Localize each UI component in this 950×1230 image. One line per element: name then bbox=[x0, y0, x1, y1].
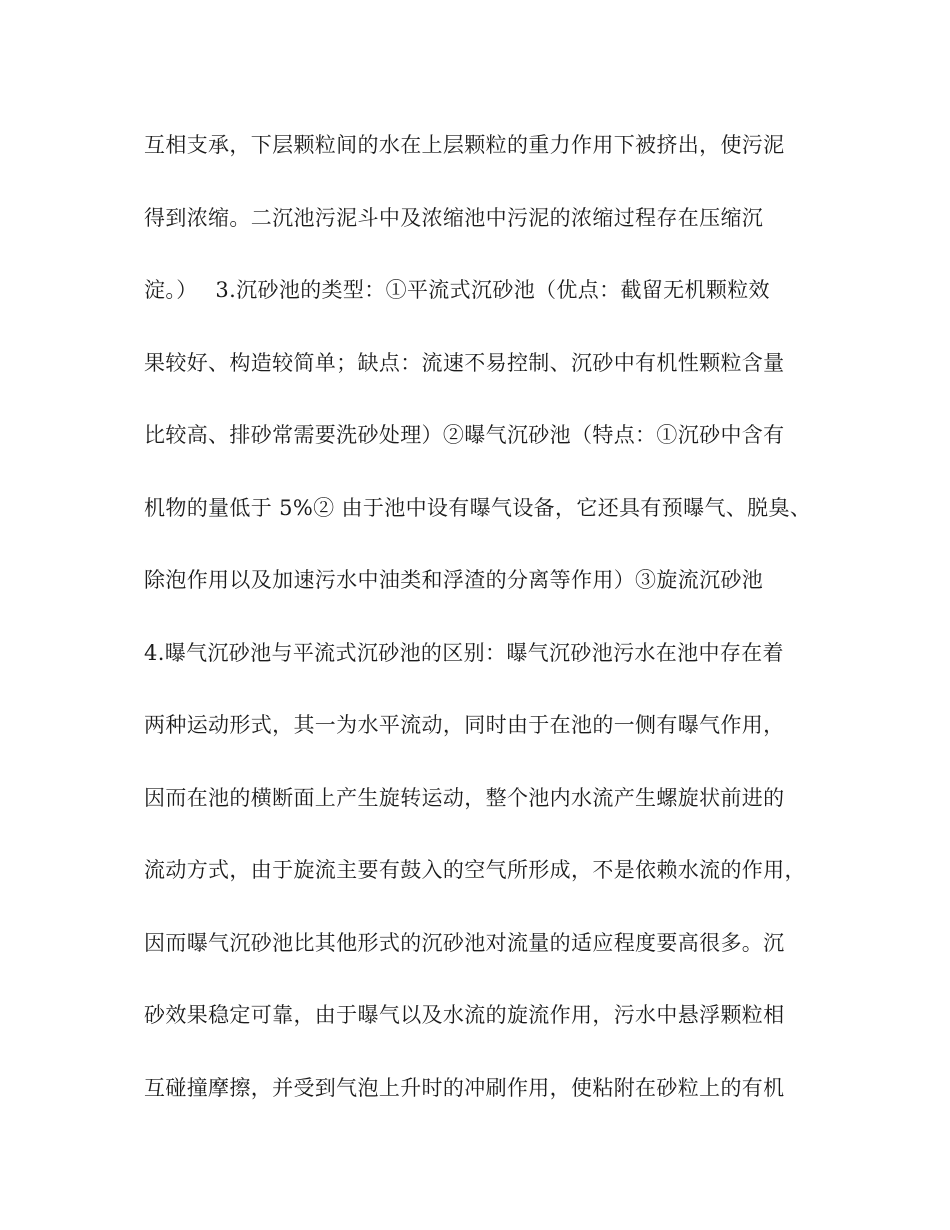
text-line: 淀。） 3.沉砂池的类型：①平流式沉砂池（优点：截留无机颗粒效 bbox=[144, 278, 770, 302]
text-line: 流动方式，由于旋流主要有鼓入的空气所形成，不是依赖水流的作用， bbox=[144, 858, 806, 882]
text-line: 互相支承，下层颗粒间的水在上层颗粒的重力作用下被挤出，使污泥 bbox=[144, 133, 785, 157]
text-line: 得到浓缩。二沉池污泥斗中及浓缩池中污泥的浓缩过程存在压缩沉 bbox=[144, 205, 764, 230]
text-line: 果较好、构造较简单；缺点：流速不易控制、沉砂中有机性颗粒含量 bbox=[144, 350, 785, 375]
body-text bbox=[144, 123, 814, 1138]
text-line: 机物的量低于 5%② 由于池中设有曝气设备，它还具有预曝气、脱臭、 bbox=[144, 495, 812, 520]
text-line: 互碰撞摩擦，并受到气泡上升时的冲刷作用，使粘附在砂粒上的有机 bbox=[144, 1075, 785, 1100]
text-line: 砂效果稳定可靠，由于曝气以及水流的旋流作用，污水中悬浮颗粒相 bbox=[144, 1003, 785, 1027]
text-line: 4.曝气沉砂池与平流式沉砂池的区别：曝气沉砂池污水在池中存在着 bbox=[144, 640, 784, 665]
text-line: 两种运动形式，其一为水平流动，同时由于在池的一侧有曝气作用， bbox=[144, 713, 785, 737]
text-line: 比较高、排砂常需要洗砂处理）②曝气沉砂池（特点：①沉砂中含有 bbox=[144, 423, 785, 447]
text-line: 除泡作用以及加速污水中油类和浮渣的分离等作用）③旋流沉砂池 bbox=[144, 568, 764, 592]
text-line: 因而曝气沉砂池比其他形式的沉砂池对流量的适应程度要高很多。沉 bbox=[144, 930, 785, 955]
text-line: 因而在池的横断面上产生旋转运动，整个池内水流产生螺旋状前进的 bbox=[144, 785, 785, 810]
